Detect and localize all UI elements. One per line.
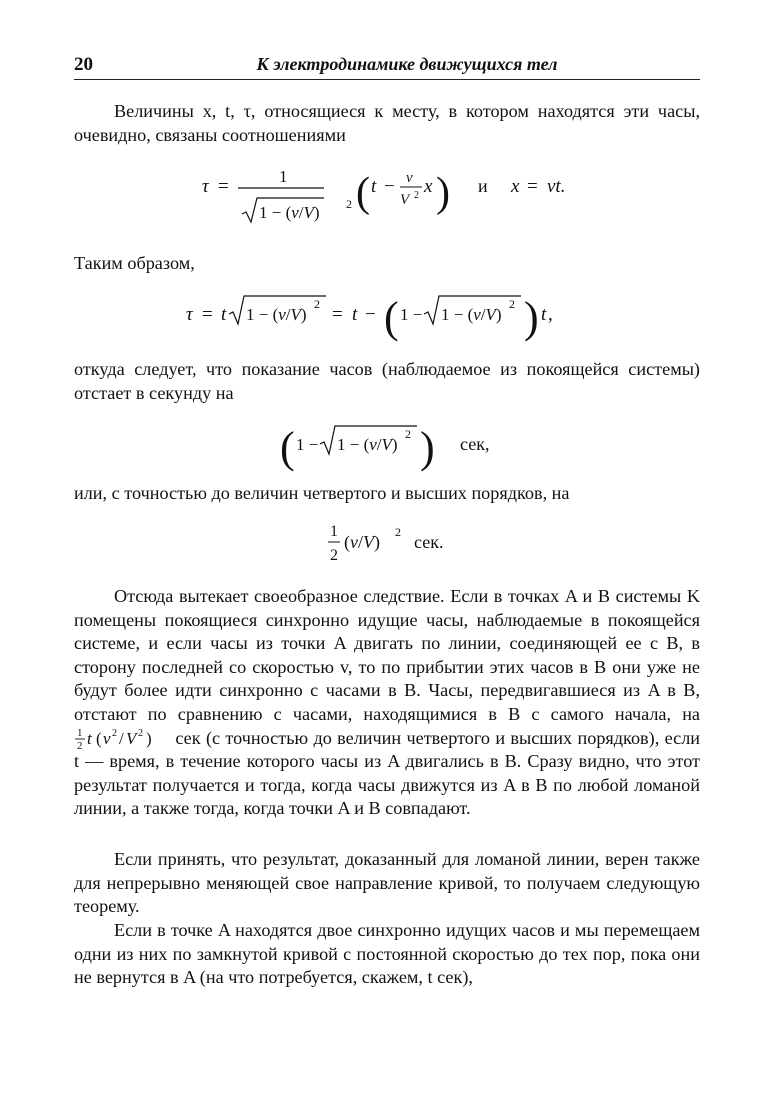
paragraph-5b-text: сек (с точностью до величин четвертого и высших порядков), если t — время, в течение которого часы из A двигались в B. Сразу видно, что этот результат получается и тогда, когда часы движутся из A в B по любой ломаной линии, а также тогда, когда точки A и B совпадают. (74, 727, 701, 819)
svg-text:1: 1 (77, 726, 83, 739)
paragraph-7 (74, 919, 700, 990)
paragraph-3 (74, 358, 700, 405)
svg-text:1 −: 1 − (400, 305, 423, 324)
word-sec-1: сек, (460, 434, 490, 454)
svg-text:t: t (371, 176, 377, 197)
svg-text:v: v (406, 170, 413, 186)
svg-text:2: 2 (509, 297, 515, 311)
paragraph-3-text: откуда следует, что показание часов (наблюдаемое из покоящейся системы) отстает в секунду на (74, 359, 700, 403)
svg-text:2: 2 (138, 727, 143, 739)
paragraph-2 (74, 252, 700, 276)
svg-text:1 − (v/V): 1 − (v/V) (441, 305, 502, 324)
svg-text:1 − (v/V): 1 − (v/V) (337, 435, 398, 454)
svg-text:2: 2 (405, 427, 411, 441)
paragraph-7-text: Если в точке A находятся двое синхронно идущих часов и мы перемещаем одни из них по замкнутой кривой с постоянной скоростью до тех пор, пока они не вернутся в A (на что потребуется, скажем, t сек), (74, 920, 700, 988)
svg-text:1 − (v/V): 1 − (v/V) (246, 305, 307, 324)
paragraph-2-text: Таким образом, (74, 253, 195, 273)
inline-formula (74, 727, 170, 749)
svg-text:): ) (524, 293, 539, 342)
svg-text:t: t (87, 728, 92, 748)
svg-text:v: v (103, 728, 111, 748)
svg-text:(: ( (96, 728, 102, 748)
svg-text:=: = (202, 304, 213, 325)
svg-text:(: ( (384, 293, 399, 342)
svg-text:(: ( (280, 423, 295, 472)
svg-text:t: t (221, 304, 227, 325)
svg-text:1 −: 1 − (296, 435, 319, 454)
word-and: и (478, 176, 488, 196)
svg-text:t: t (352, 304, 358, 325)
equation-4 (74, 518, 700, 568)
running-title: К электродинамике движущихся тел (256, 54, 558, 74)
svg-text:=: = (332, 304, 343, 325)
svg-text:1 − (v/V): 1 − (v/V) (259, 203, 320, 222)
svg-text:(: ( (356, 170, 370, 216)
svg-text:,: , (548, 304, 553, 325)
svg-text:τ: τ (202, 176, 209, 197)
equation-3 (74, 418, 700, 474)
svg-text:(v/V): (v/V) (344, 532, 381, 552)
svg-text:t: t (541, 304, 547, 325)
paragraph-4 (74, 482, 700, 506)
svg-text:/: / (119, 728, 124, 748)
svg-text:2: 2 (330, 547, 338, 564)
header-rule (74, 79, 700, 80)
svg-text:=: = (527, 176, 538, 197)
word-sec-2: сек. (414, 532, 444, 552)
svg-text:1: 1 (279, 167, 288, 186)
equation-2 (74, 288, 700, 344)
svg-text:−: − (365, 304, 376, 325)
page-header (74, 54, 700, 78)
paragraph-6 (74, 848, 700, 919)
svg-text:2: 2 (414, 190, 419, 201)
svg-text:): ) (146, 728, 152, 748)
svg-text:τ: τ (186, 304, 193, 325)
paragraph-5 (74, 585, 700, 821)
svg-text:): ) (420, 423, 435, 472)
svg-text:vt.: vt. (547, 176, 566, 197)
page-number: 20 (74, 54, 93, 75)
svg-text:2: 2 (77, 739, 83, 749)
svg-text:V: V (126, 728, 137, 748)
paragraph-5a-text: Отсюда вытекает своеобразное следствие. Если в точках A и B системы K помещены покоящиеся синхронно идущие часы, наблюдаемые в покоящейся системе, и если часы из точки A двигать по линии, соединяющей ее с B, в сторону последней со скоростью v, то по прибытии этих часов в B они уже не будут более идти синхронно с часами в B. Часы, передвигавшиеся из A в B, отстают по сравнению с часами, находящимися в B с самого начала, на (74, 586, 700, 724)
svg-text:2: 2 (346, 197, 352, 211)
svg-text:2: 2 (112, 727, 117, 739)
paragraph-1 (74, 100, 700, 147)
svg-text:=: = (218, 176, 229, 197)
svg-text:): ) (436, 170, 450, 216)
paragraph-6-text: Если принять, что результат, доказанный для ломаной линии, верен также для непрерывно меняющей свое направление кривой, то получаем следующую теорему. (74, 849, 700, 917)
svg-text:2: 2 (395, 525, 401, 539)
paragraph-4-text: или, с точностью до величин четвертого и высших порядков, на (74, 483, 570, 503)
svg-text:x: x (511, 176, 520, 197)
svg-text:x: x (424, 176, 433, 197)
paragraph-1-text: Величины x, t, τ, относящиеся к месту, в котором находятся эти часы, очевидно, связаны соотношениями (74, 101, 700, 145)
svg-text:V: V (400, 192, 410, 208)
svg-text:2: 2 (314, 297, 320, 311)
svg-text:−: − (384, 176, 395, 197)
equation-1 (74, 158, 700, 234)
svg-text:1: 1 (330, 523, 338, 540)
